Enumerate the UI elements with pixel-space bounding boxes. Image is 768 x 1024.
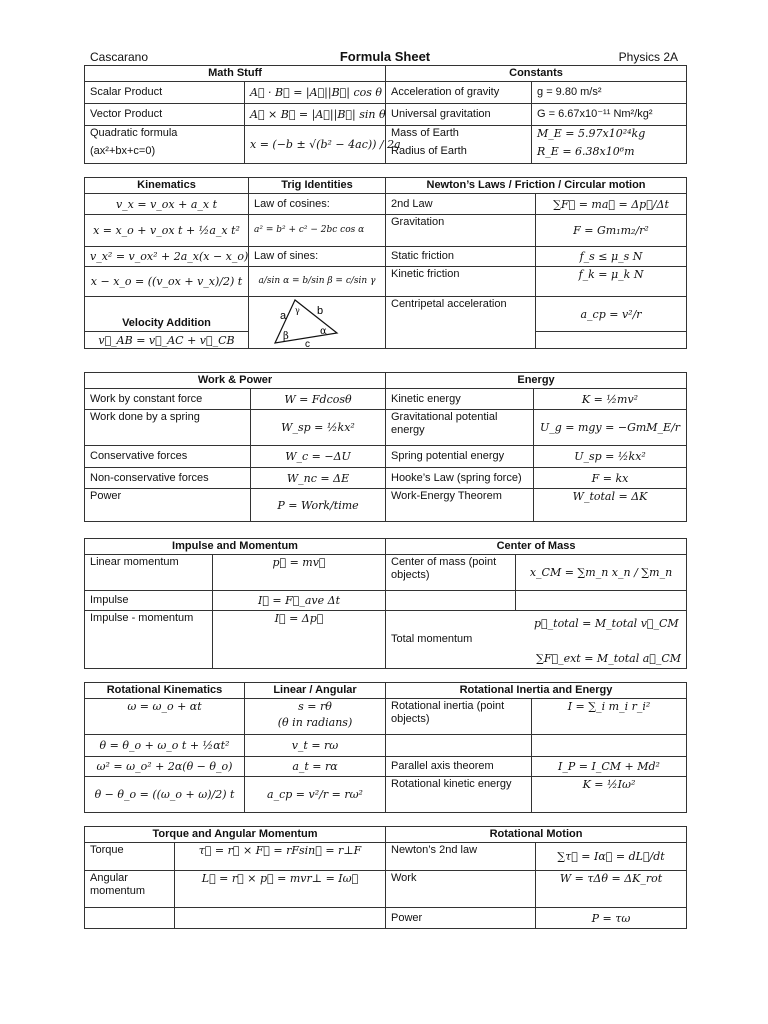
rotkin-header: Rotational Kinematics: [85, 683, 245, 699]
impulse-label: Impulse - momentum: [85, 611, 213, 669]
energy-formula: F = kx: [534, 468, 687, 489]
linang-cell: [245, 699, 386, 735]
work-formula: W_nc = ΔE: [251, 468, 386, 489]
empty-cell: [532, 735, 687, 757]
energy-label: Kinetic energy: [386, 389, 534, 410]
constant-value-cell: [532, 126, 687, 164]
com-header: Center of Mass: [386, 539, 687, 555]
newton-label: Kinetic friction: [386, 267, 536, 297]
triangle-angle-gamma: γ: [295, 306, 300, 315]
triangle-angle-beta: β: [283, 331, 289, 342]
energy-header: Energy: [386, 373, 687, 389]
impulse-formula: I⃗ = F⃗_ave Δt: [213, 591, 386, 611]
author-name: Cascarano: [90, 50, 149, 64]
kinematics-header: Kinematics: [85, 178, 249, 194]
com-formula: ∑F⃗_ext = M_total a⃗_CM: [536, 652, 682, 665]
trig-formula: a/sin α = b/sin β = c/sin γ: [249, 267, 386, 297]
constant-label: Mass of Earth: [391, 127, 459, 139]
torque-table: [84, 826, 687, 929]
rotmotion-formula: W = τΔθ = ΔK_rot: [536, 871, 687, 908]
kinematics-table: [84, 177, 687, 349]
work-energy-table: [84, 372, 687, 522]
math-label-cell: [85, 126, 245, 164]
kinematics-formula: v_x² = v_ox² + 2a_x(x − x_o): [85, 247, 249, 267]
sheet-header: [84, 50, 686, 64]
math-formula: A⃗ · B⃗ = |A⃗||B⃗| cos θ: [245, 82, 386, 104]
newton-formula: f_k = μ_k N: [536, 267, 687, 297]
course-name: Physics 2A: [618, 50, 678, 64]
rotkin-formula: ω = ω_o + αt: [85, 699, 245, 735]
velocity-addition-title: [85, 297, 249, 332]
rotkin-formula: θ − θ_o = ((ω_o + ω)/2) t: [85, 777, 245, 813]
torque-formula: τ⃗ = r⃗ × F⃗ = rFsin∅ = r⊥F: [175, 843, 386, 871]
rotmotion-label: Power: [386, 908, 536, 929]
work-label: Power: [85, 489, 251, 522]
newton-label: Gravitation: [386, 215, 536, 247]
rotkin-formula: θ = θ_o + ω_o t + ½αt²: [85, 735, 245, 757]
rotinertia-label: Parallel axis theorem: [386, 757, 532, 777]
rotmotion-formula: P = τω: [536, 908, 687, 929]
rotinertia-header: Rotational Inertia and Energy: [386, 683, 687, 699]
newton-formula: ∑F⃗ = ma⃗ = Δp⃗/Δt: [536, 194, 687, 215]
energy-formula: K = ½mv²: [534, 389, 687, 410]
impulse-label: Impulse: [85, 591, 213, 611]
empty-cell: [386, 591, 516, 611]
rotmotion-label: Work: [386, 871, 536, 908]
work-formula: W_sp = ½kx²: [251, 410, 386, 446]
newton-header: Newton’s Laws / Friction / Circular motion: [386, 178, 687, 194]
trig-header: Trig Identities: [249, 178, 386, 194]
work-label: Conservative forces: [85, 446, 251, 468]
torque-formula: L⃗ = r⃗ × p⃗ = mvr⊥ = Iω⃗: [175, 871, 386, 908]
math-formula: A⃗ × B⃗ = |A⃗||B⃗| sin θ: [245, 104, 386, 126]
math-constants-table: [84, 65, 687, 164]
rotinertia-formula: I_P = I_CM + Md²: [532, 757, 687, 777]
rotkin-formula: ω² = ω_o² + 2α(θ − θ_o): [85, 757, 245, 777]
rotinertia-formula: K = ½Iω²: [532, 777, 687, 813]
empty-cell: [516, 591, 687, 611]
torque-label: Torque: [85, 843, 175, 871]
constant-value: g = 9.80 m/s²: [532, 82, 687, 104]
velocity-addition-label: Velocity Addition: [122, 317, 211, 329]
impulse-label: Linear momentum: [85, 555, 213, 591]
newton-label: 2nd Law: [386, 194, 536, 215]
triangle-diagram: [257, 297, 377, 350]
empty-cell: [85, 908, 175, 929]
linang-formula: s = rθ: [298, 700, 332, 713]
newton-label: Centripetal acceleration: [386, 297, 536, 349]
triangle-angle-alpha: α: [320, 326, 327, 337]
work-label: Work done by a spring: [85, 410, 251, 446]
com-formula: p⃗_total = M_total v⃗_CM: [534, 617, 679, 630]
energy-label: Work-Energy Theorem: [386, 489, 534, 522]
linang-note: (θ in radians): [277, 716, 353, 729]
math-formula: x = (−b ± √(b² − 4ac)) / 2a: [245, 126, 386, 164]
work-formula: W = Fdcosθ: [251, 389, 386, 410]
empty-cell: [536, 332, 687, 349]
energy-label: Gravitational potential energy: [386, 410, 534, 446]
constant-value: R_E = 6.38x10⁶m: [537, 145, 635, 158]
math-label: Vector Product: [85, 104, 245, 126]
rotinertia-formula: I = ∑_i m_i r_i²: [532, 699, 687, 735]
constants-header: Constants: [386, 66, 687, 82]
impulse-formula: I⃗ = Δp⃗: [213, 611, 386, 669]
linang-formula: a_t = rα: [245, 757, 386, 777]
momentum-table: [84, 538, 687, 669]
triangle-side-a: a: [280, 310, 287, 322]
energy-formula: U_g = mgy = −GmM_E/r: [534, 410, 687, 446]
impulse-header: Impulse and Momentum: [85, 539, 386, 555]
rotmotion-formula: ∑τ⃗ = Iα⃗ = dL⃗/dt: [536, 843, 687, 871]
rotinertia-label: Rotational inertia (point objects): [386, 699, 532, 735]
constant-label: Universal gravitation: [386, 104, 532, 126]
constant-value: G = 6.67x10⁻¹¹ Nm²/kg²: [532, 104, 687, 126]
math-label: Quadratic formula: [90, 127, 178, 139]
kinematics-formula: v_x = v_ox + a_x t: [85, 194, 249, 215]
kinematics-formula: x − x_o = ((v_ox + v_x)/2) t: [85, 267, 249, 297]
empty-cell: [175, 908, 386, 929]
constant-label-cell: [386, 126, 532, 164]
work-label: Non-conservative forces: [85, 468, 251, 489]
work-formula: W_c = −ΔU: [251, 446, 386, 468]
sheet-title: Formula Sheet: [339, 49, 431, 64]
com-label: Center of mass (point objects): [386, 555, 516, 591]
linang-formula: a_cp = v²/r = rω²: [245, 777, 386, 813]
work-formula: P = Work/time: [251, 489, 386, 522]
math-label-sub: (ax²+bx+c=0): [90, 145, 156, 157]
rotinertia-label: Rotational kinetic energy: [386, 777, 532, 813]
torque-label: Angular momentum: [85, 871, 175, 908]
trig-label: Law of cosines:: [249, 194, 386, 215]
rotmotion-label: Newton’s 2nd law: [386, 843, 536, 871]
impulse-formula: p⃗ = mv⃗: [213, 555, 386, 591]
triangle-side-b: b: [317, 305, 324, 317]
newton-formula: a_cp = v²/r: [536, 297, 687, 332]
energy-label: Hooke’s Law (spring force): [386, 468, 534, 489]
trig-formula: a² = b² + c² − 2bc cos α: [249, 215, 386, 247]
com-formula: x_CM = ∑m_n x_n / ∑m_n: [516, 555, 687, 591]
com-label: Total momentum: [391, 633, 473, 645]
torque-header: Torque and Angular Momentum: [85, 827, 386, 843]
math-label: Scalar Product: [85, 82, 245, 104]
triangle-side-c: c: [305, 339, 310, 350]
velocity-addition-formula: v⃗_AB = v⃗_AC + v⃗_CB: [85, 332, 249, 349]
trig-label: Law of sines:: [249, 247, 386, 267]
energy-label: Spring potential energy: [386, 446, 534, 468]
energy-formula: W_total = ΔK: [534, 489, 687, 522]
newton-formula: F = Gm₁m₂/r²: [536, 215, 687, 247]
work-header: Work & Power: [85, 373, 386, 389]
linang-formula: v_t = rω: [245, 735, 386, 757]
constant-label: Acceleration of gravity: [386, 82, 532, 104]
triangle-cell: [249, 297, 386, 349]
empty-cell: [386, 735, 532, 757]
kinematics-formula: x = x_o + v_ox t + ½a_x t²: [85, 215, 249, 247]
constant-value: M_E = 5.97x10²⁴kg: [537, 127, 646, 140]
work-label: Work by constant force: [85, 389, 251, 410]
rotation-table: [84, 682, 687, 813]
energy-formula: U_sp = ½kx²: [534, 446, 687, 468]
rotmotion-header: Rotational Motion: [386, 827, 687, 843]
linang-header: Linear / Angular: [245, 683, 386, 699]
newton-formula: f_s ≤ μ_s N: [536, 247, 687, 267]
newton-label: Static friction: [386, 247, 536, 267]
math-header: Math Stuff: [85, 66, 386, 82]
constant-label: Radius of Earth: [391, 145, 467, 157]
total-momentum-cell: [386, 611, 687, 669]
